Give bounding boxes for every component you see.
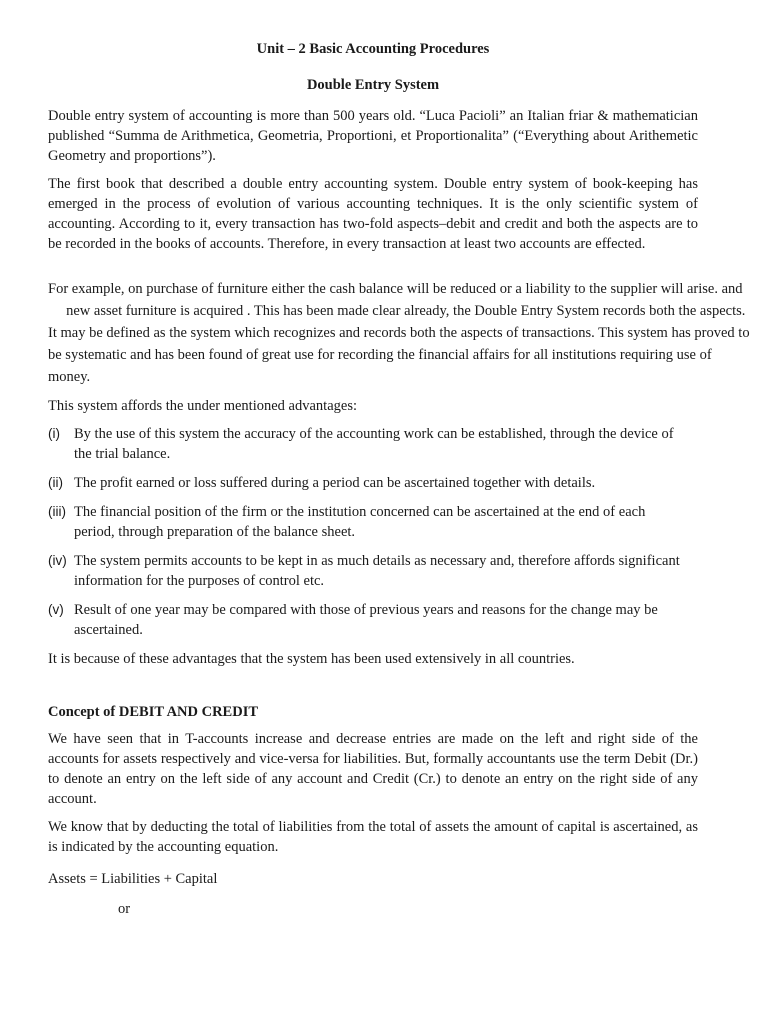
list-marker: (iii) [48,504,66,519]
list-item-text: The financial position of the firm or the institution concerned can be ascertained at the end of each period, through preparation of the balance sheet. [74,504,646,540]
list-marker: (ii) [48,475,63,490]
list-item [48,600,688,640]
list-item [48,424,688,464]
example-paragraph: For example, on purchase of furniture either the cash balance will be reduced or a liability to the supplier will arise. and new asset furniture is acquired . This has been made clear already, the Double Entry System records both the aspects. It may be defined as the system which recognizes and records both the aspects of transactions. This system has proved to be systematic and has been found of great use for recording the financial affairs for all institutions requiring use of money. [48,281,750,385]
advantages-intro: This system affords the under mentioned advantages: [48,398,357,414]
intro-paragraph: Double entry system of accounting is more than 500 years old. “Luca Pacioli” an Italian friar & mathematician published “Summa de Arithmetica, Geometria, Proportioni, et Proportionalita” (“Everything about Arithemetic Geometry and proportions”). [48,108,698,164]
first-book-paragraph: The first book that described a double entry accounting system. Double entry system of book-keeping has emerged in the process of evolution of various accounting techniques. It is the only scientific system of accounting. According to it, every transaction has two-fold aspects–debit and credit and both the aspects are to be recorded in the books of accounts. Therefore, in every transaction at least two accounts are effected. [48,176,698,252]
list-item-text: The system permits accounts to be kept in as much details as necessary and, therefore affords significant information for the purposes of control etc. [74,553,680,589]
or-text: or [118,901,131,917]
list-item [48,502,688,542]
advantages-outro: It is because of these advantages that the system has been used extensively in all countries. [48,651,575,667]
section-title: Double Entry System [306,77,440,93]
list-item-text: Result of one year may be compared with those of previous years and reasons for the change may be ascertained. [74,602,658,638]
list-item [48,551,688,591]
list-marker: (i) [48,426,60,441]
list-item-text: By the use of this system the accuracy of the accounting work can be established, through the device of the trial balance. [74,426,674,462]
list-marker: (v) [48,602,64,617]
accounting-equation: Assets = Liabilities + Capital [48,871,218,887]
concept-title: Concept of DEBIT AND CREDIT [48,704,259,720]
list-item-text: The profit earned or loss suffered during a period can be ascertained together with details. [74,475,596,491]
document-page [48,38,750,919]
concept-paragraph-2: We know that by deducting the total of liabilities from the total of assets the amount of capital is ascertained, as is indicated by the accounting equation. [48,819,698,855]
concept-paragraph-1: We have seen that in T-accounts increase and decrease entries are made on the left and right side of the accounts for assets respectively and vice-versa for liabilities. But, formally accountants use the term Debit (Dr.) to denote an entry on the left side of any account and Credit (Cr.) to denote an entry on the right side of any account. [48,731,698,807]
list-marker: (iv) [48,553,67,568]
advantages-list [48,424,688,640]
list-item [48,473,688,493]
unit-title: Unit – 2 Basic Accounting Procedures [256,41,490,57]
